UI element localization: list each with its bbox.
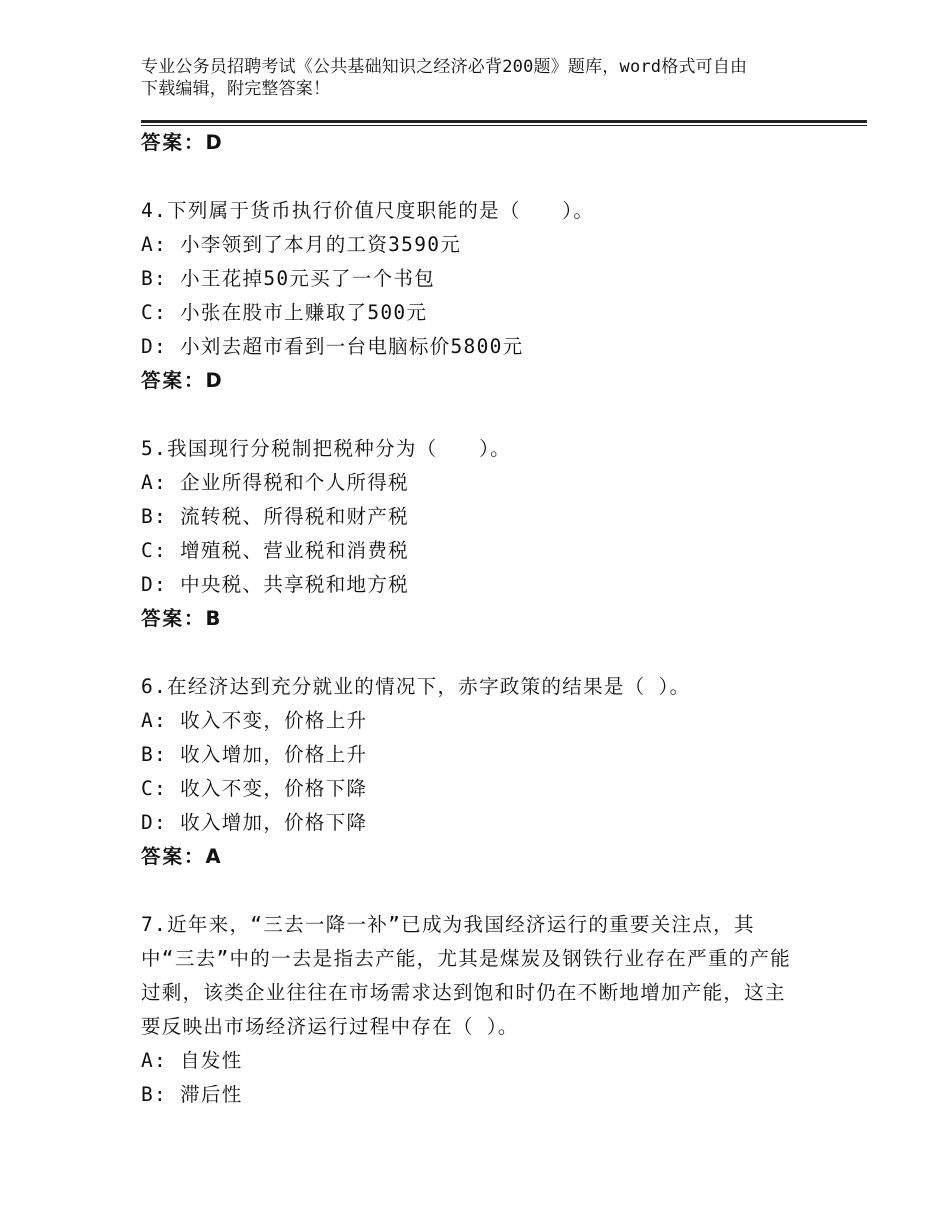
answer: 答案：A: [141, 845, 223, 868]
question-text: 4.下列属于货币执行价值尺度职能的是（ ）。: [141, 199, 595, 222]
option-a: A: 自发性: [141, 1049, 243, 1072]
spacer: [141, 636, 801, 670]
answer-previous: 答案：D: [141, 131, 224, 154]
header-line-2: 下载编辑，附完整答案！: [141, 79, 331, 99]
spacer: [141, 398, 801, 432]
option-b: B: 小王花掉50元买了一个书包: [141, 267, 435, 290]
option-d: D: 中央税、共享税和地方税: [141, 573, 409, 596]
document-content: [141, 126, 801, 1112]
option-a: A: 企业所得税和个人所得税: [141, 471, 409, 494]
option-b: B: 滞后性: [141, 1083, 243, 1106]
answer: 答案：B: [141, 607, 223, 630]
option-c: C: 小张在股市上赚取了500元: [141, 301, 428, 324]
question-text: 7.近年来，“三去一降一补”已成为我国经济运行的重要关注点，其中“三去”中的一去是指去产能，尤其是煤炭及钢铁行业存在严重的产能过剩，该类企业往往在市场需求达到饱和时仍在不断地增加产能，这主要反映出市场经济运行过程中存在（ ）。: [141, 913, 792, 1038]
question-6: [141, 670, 801, 874]
question-7: [141, 908, 801, 1112]
answer: 答案：D: [141, 369, 224, 392]
spacer: [141, 160, 801, 194]
option-c: C: 收入不变，价格下降: [141, 777, 368, 800]
question-text: 5.我国现行分税制把税种分为（ ）。: [141, 437, 511, 460]
option-a: A: 小李领到了本月的工资3590元: [141, 233, 462, 256]
spacer: [141, 874, 801, 908]
option-b: B: 收入增加，价格上升: [141, 743, 368, 766]
option-c: C: 增殖税、营业税和消费税: [141, 539, 409, 562]
question-4: [141, 194, 801, 398]
header-line-1: 专业公务员招聘考试《公共基础知识之经济必背200题》题库，word格式可自由: [141, 57, 748, 77]
question-5: [141, 432, 801, 636]
option-a: A: 收入不变，价格上升: [141, 709, 368, 732]
option-d: D: 收入增加，价格下降: [141, 811, 368, 834]
page-header: [141, 56, 801, 100]
option-b: B: 流转税、所得税和财产税: [141, 505, 409, 528]
header-divider-thick: [141, 120, 867, 123]
question-text: 6.在经济达到充分就业的情况下，赤字政策的结果是（ ）。: [141, 675, 691, 698]
option-d: D: 小刘去超市看到一台电脑标价5800元: [141, 335, 524, 358]
